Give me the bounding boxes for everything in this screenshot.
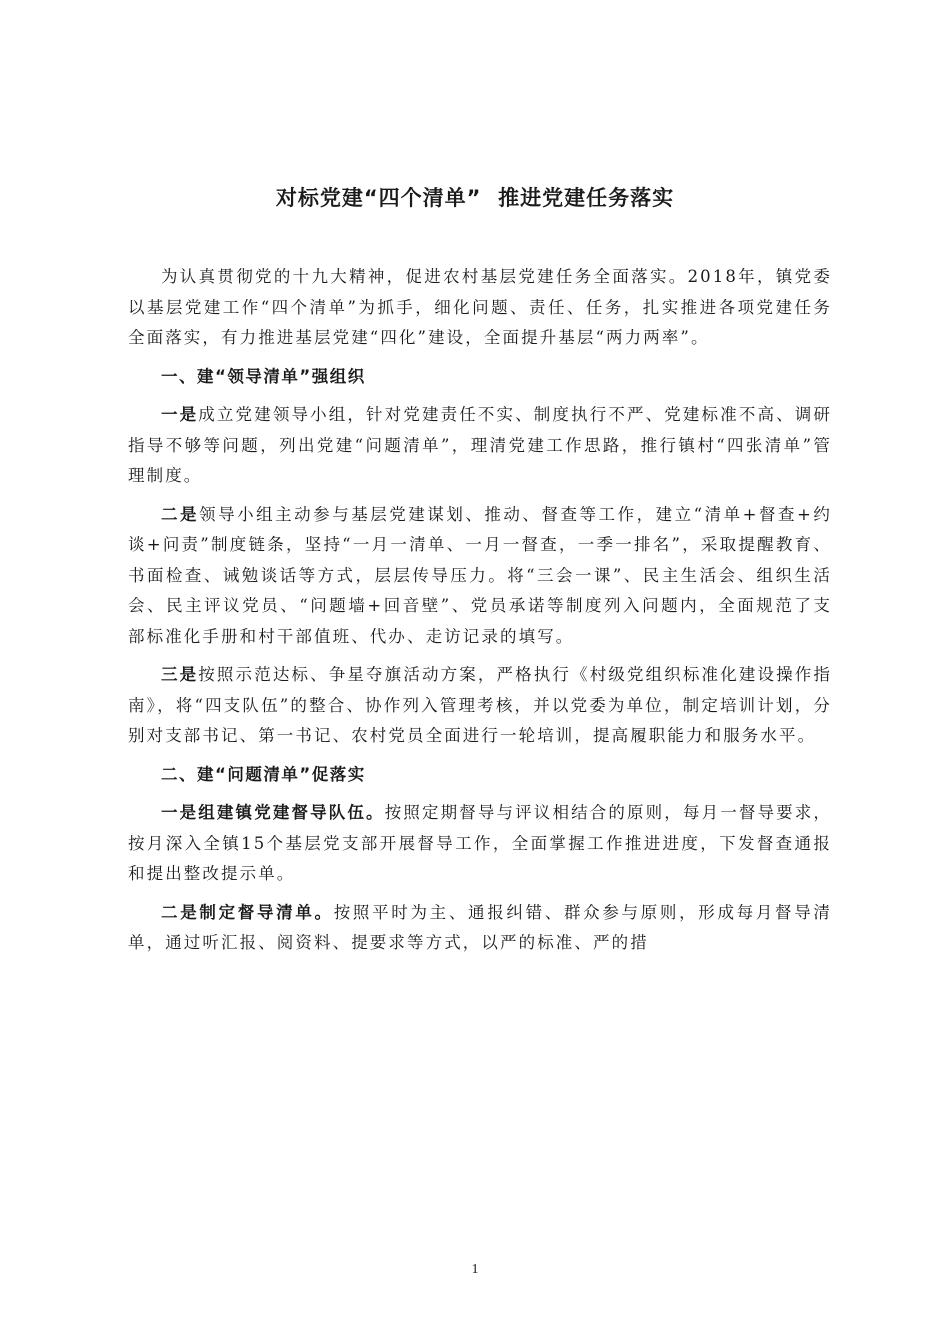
paragraph-leadership-2: [128, 500, 832, 653]
intro-paragraph: 为认真贯彻党的十九大精神，促进农村基层党建任务全面落实。2018年，镇党委以基层党建工作“四个清单”为抓手，细化问题、责任、任务，扎实推进各项党建任务全面落实，有力推进基层党建“四化”建设，全面提升基层“两力两率”。: [128, 267, 832, 347]
paragraph-text: 按照定期督导与评议相结合的原则，每月一督导要求，按月深入全镇15个基层党支部开展督导工作，全面掌握工作推进进度，下发督查通报和提出整改提示单。: [128, 803, 833, 883]
paragraph-text: 成立党建领导小组，针对党建责任不实、制度执行不严、党建标准不高、调研指导不够等问题，列出党建“问题清单”，理清党建工作思路，推行镇村“四张清单”管理制度。: [128, 405, 832, 485]
paragraph-text: 按照示范达标、争星夺旗活动方案，严格执行《村级党组织标准化建设操作指南》，将“四支队伍”的整合、协作列入管理考核，并以党委为单位，制定培训计划，分别对支部书记、第一书记、农村党员全面进行一轮培训，提高履职能力和服务水平。: [128, 665, 832, 745]
paragraph-lead: 二是制定督导清单。: [161, 902, 334, 922]
paragraph-text: 按照平时为主、通报纠错、群众参与原则，形成每月督导清单，通过听汇报、阅资料、提要求等方式，以严的标准、严的措: [128, 902, 832, 952]
paragraph-problems-1: [128, 798, 832, 890]
document-body: [128, 262, 832, 967]
paragraph-problems-2: [128, 898, 832, 959]
section-heading-leadership: 一、建“领导清单”强组织: [161, 366, 366, 386]
paragraph-leadership-3: [128, 660, 832, 752]
paragraph-text: 领导小组主动参与基层党建谋划、推动、督查等工作，建立“清单+督查+约谈+问责”制度链条，坚持“一月一清单、一月一督查，一季一排名”，采取提醒教育、书面检查、诫勉谈话等方式，层层传导压力。将“三会一课”、民主生活会、组织生活会、民主评议党员、“问题墙+回音壁”、党员承诺等制度列入问题内，全面规范了支部标准化手册和村干部值班、代办、走访记录的填写。: [128, 504, 832, 646]
section-heading-problems: 二、建“问题清单”促落实: [161, 764, 366, 784]
page-number: 1: [471, 1262, 479, 1277]
paragraph-lead: 三是: [161, 665, 199, 684]
paragraph-lead: 一是: [161, 405, 199, 424]
paragraph-leadership-1: [128, 400, 832, 492]
document-title: 对标党建“四个清单” 推进党建任务落实: [275, 186, 675, 210]
paragraph-lead: 二是: [161, 504, 200, 524]
paragraph-lead: 一是组建镇党建督导队伍。: [161, 803, 385, 822]
